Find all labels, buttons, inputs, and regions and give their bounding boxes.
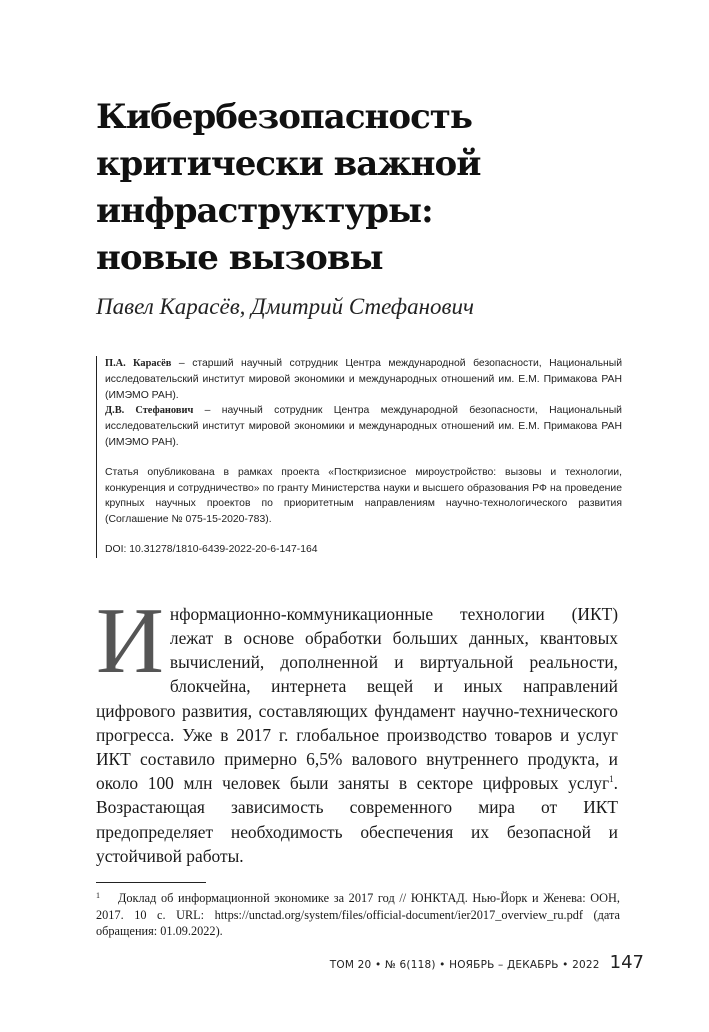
author-affiliation: – научный сотрудник Центра международной безопасности, Национальный исследовательский институт мировой экономики и международных отношений им. Е.М. Примакова РАН (ИМЭМО РАН). <box>105 405 622 448</box>
author-affiliation: – старший научный сотрудник Центра международной безопасности, Национальный исследовательский институт мировой экономики и международных отношений им. Е.М. Примакова РАН (ИМЭМО РАН). <box>105 358 622 401</box>
title-line: критически важной <box>96 144 481 184</box>
article-title <box>96 94 636 282</box>
footnote-reference[interactable]: 1 <box>609 774 614 785</box>
paragraph-text: нформационно-коммуникационные технологии (ИКТ) лежат в основе обработки больших данных, квантовых вычислений, дополненной и виртуальной реальности, блокчейна, интернета вещей и иных направлений цифрового развития, составляющих фундамент научно-технического прогресса. Уже в 2017 г. глобальное производство товаров и услуг ИКТ составило примерно 6,5% валового внутреннего продукта, и около 100 млн человек были заняты в секторе цифровых услуг <box>96 603 618 794</box>
author-info-box <box>96 356 622 558</box>
page-footer <box>96 952 644 973</box>
body-paragraph <box>96 588 618 868</box>
running-footer: ТОМ 20 • № 6(118) • НОЯБРЬ – ДЕКАБРЬ • 2022 <box>329 958 600 971</box>
footnote-text: Доклад об информационной экономике за 2017 год // ЮНКТАД. Нью-Йорк и Женева: ООН, 2017. 10 с. URL: https://unctad.org/system/files/official-document/ier2017_overview_ru.pdf (дата обращения: 01.09.2022). <box>96 891 620 938</box>
title-line: Кибербезопасность <box>96 97 472 137</box>
drop-cap: И <box>96 588 164 693</box>
author-name: Д.В. Стефанович <box>105 405 194 417</box>
doi: DOI: 10.31278/1810-6439-2022-20-6-147-164 <box>105 543 318 555</box>
author-bio <box>105 356 622 403</box>
paragraph-text: . Возрастающая зависимость современного мира от ИКТ предопределяет необходимость обеспечения их безопасной и устойчивой работы. <box>96 773 618 866</box>
article-authors: Павел Карасёв, Дмитрий Стефанович <box>96 294 474 319</box>
footnote-divider <box>96 882 206 883</box>
author-bio <box>105 403 622 450</box>
footnote <box>96 888 620 940</box>
grant-note: Статья опубликована в рамках проекта «Посткризисное мироустройство: вызовы и технологии, конкуренция и сотрудничество» по гранту Министерства науки и высшего образования РФ на проведение крупных научных проектов по приоритетным направлениям научно-технологического развития (Соглашение № 075-15-2020-783). <box>105 466 622 526</box>
author-name: П.А. Карасёв <box>105 358 172 369</box>
article-page <box>96 94 644 973</box>
title-line: инфраструктуры: <box>96 191 433 231</box>
page-number: 147 <box>609 951 644 973</box>
title-line: новые вызовы <box>96 238 383 278</box>
footnote-number: 1 <box>96 891 100 900</box>
